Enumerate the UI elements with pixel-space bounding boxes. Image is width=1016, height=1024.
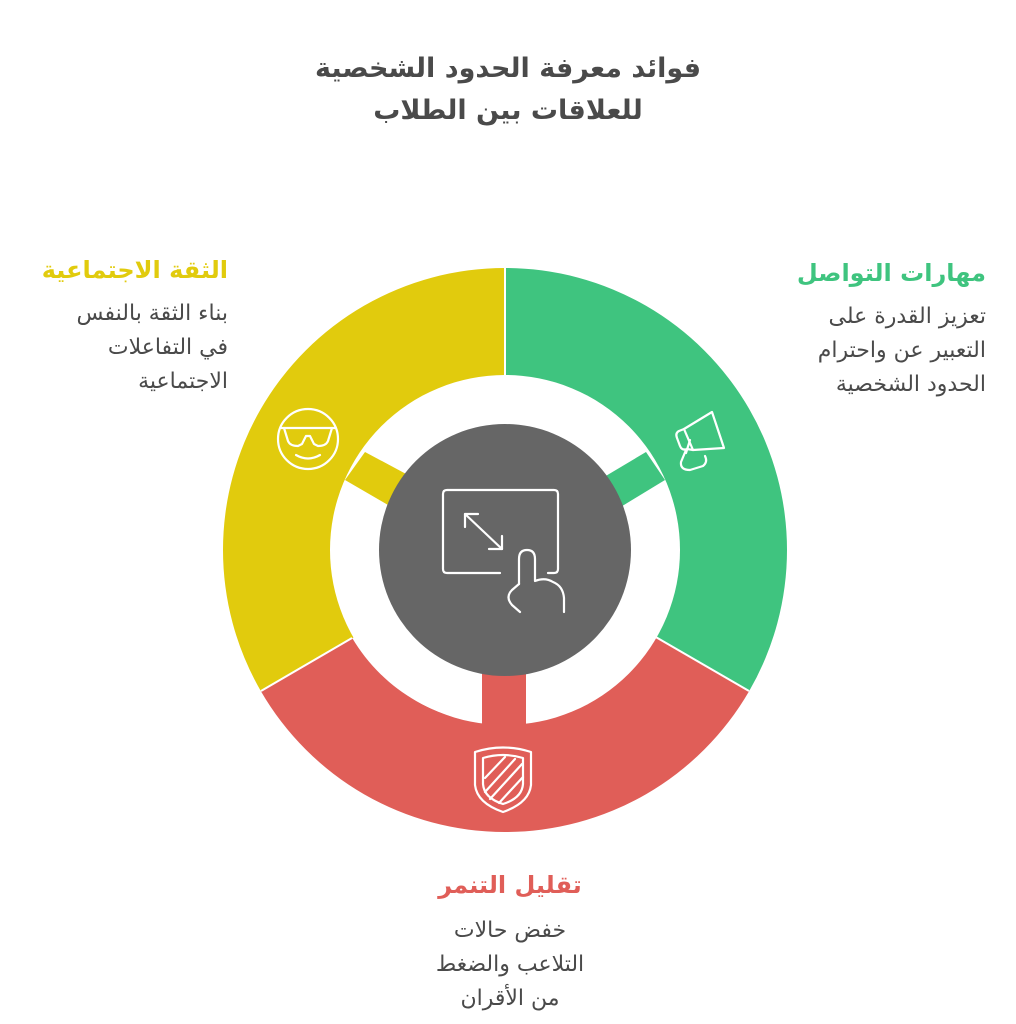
communication-title: مهارات التواصل xyxy=(796,259,986,287)
confidence-line-3: الاجتماعية xyxy=(138,369,228,394)
communication-block xyxy=(726,256,986,402)
communication-line-2: التعبير عن واحترام xyxy=(817,338,986,363)
title-line-1: فوائد معرفة الحدود الشخصية xyxy=(314,53,701,84)
bullying-title: تقليل التنمر xyxy=(438,871,582,899)
bullying-line-1: خفض حالات xyxy=(453,918,567,943)
communication-line-1: تعزيز القدرة على xyxy=(828,304,986,329)
confidence-line-1: بناء الثقة بالنفس xyxy=(76,301,228,326)
title-line-2: للعلاقات بين الطلاب xyxy=(373,95,643,126)
confidence-line-2: في التفاعلات xyxy=(107,335,228,360)
communication-line-3: الحدود الشخصية xyxy=(835,372,986,397)
bullying-line-3: من الأقران xyxy=(460,986,560,1011)
bullying-line-2: التلاعب والضغط xyxy=(435,952,585,977)
connector-bullying xyxy=(482,670,526,732)
center-circle xyxy=(379,424,631,676)
confidence-title: الثقة الاجتماعية xyxy=(41,256,228,284)
confidence-block xyxy=(18,253,228,399)
bullying-block xyxy=(400,868,620,1016)
